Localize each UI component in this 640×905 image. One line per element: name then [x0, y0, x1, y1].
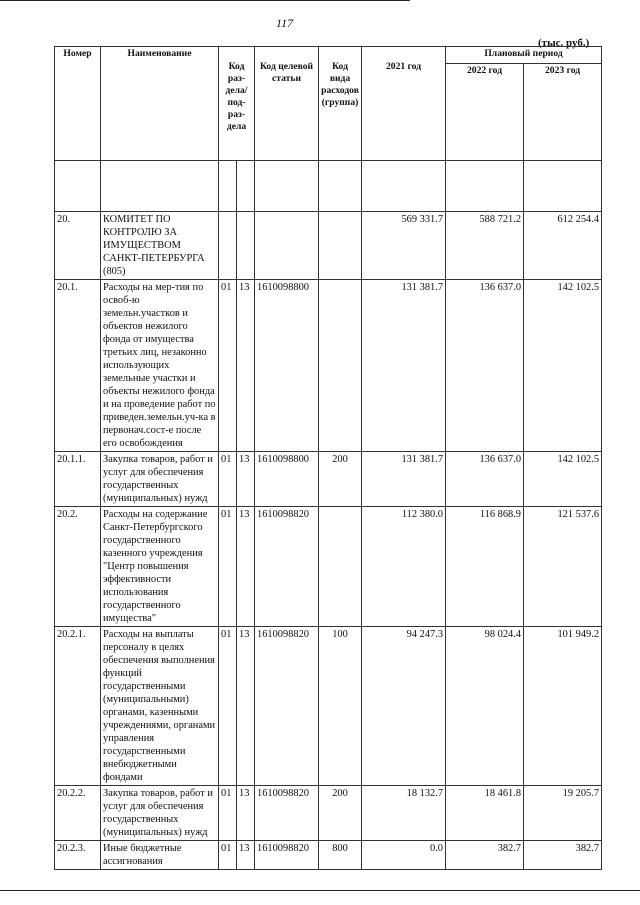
row-2023: 382.7 — [524, 841, 602, 870]
page-number: 117 — [276, 16, 294, 30]
row-subsection: 13 — [237, 452, 255, 507]
spacer-cell — [255, 161, 319, 212]
header-2021: 2021 год — [362, 47, 446, 161]
row-2022: 136 637.0 — [446, 280, 524, 452]
row-2022: 136 637.0 — [446, 452, 524, 507]
row-section: 01 — [219, 280, 237, 452]
row-number: 20.2. — [55, 507, 101, 627]
row-2023: 101 949.2 — [524, 627, 602, 786]
row-section: 01 — [219, 452, 237, 507]
row-target-code: 1610098820 — [255, 786, 319, 841]
row-2021: 131 381.7 — [362, 452, 446, 507]
row-2022: 18 461.8 — [446, 786, 524, 841]
row-section — [219, 212, 237, 280]
row-number: 20.2.2. — [55, 786, 101, 841]
spacer-cell — [524, 161, 602, 212]
header-number: Номер — [55, 47, 101, 161]
row-expense-code — [319, 212, 362, 280]
header-planning-period: Плановый период — [446, 47, 602, 64]
table-row — [55, 841, 602, 870]
row-expense-code: 200 — [319, 786, 362, 841]
row-target-code — [255, 212, 319, 280]
top-rule — [0, 0, 410, 1]
table-body — [55, 161, 602, 870]
spacer-cell — [362, 161, 446, 212]
row-2021: 569 331.7 — [362, 212, 446, 280]
row-target-code: 1610098800 — [255, 280, 319, 452]
units-label: (тыс. руб.) — [538, 37, 590, 49]
table-row — [55, 212, 602, 280]
row-2022: 382.7 — [446, 841, 524, 870]
budget-table — [54, 46, 602, 870]
row-2023: 142 102.5 — [524, 280, 602, 452]
row-expense-code: 800 — [319, 841, 362, 870]
row-2023: 121 537.6 — [524, 507, 602, 627]
row-2022: 588 721.2 — [446, 212, 524, 280]
row-2023: 19 205.7 — [524, 786, 602, 841]
row-expense-code — [319, 507, 362, 627]
spacer-cell — [55, 161, 101, 212]
row-number: 20.2.3. — [55, 841, 101, 870]
header-2022: 2022 год — [446, 64, 524, 161]
row-expense-code — [319, 280, 362, 452]
row-name: Расходы на содержание Санкт-Петербургского государственного казенного учреждения "Центр повышения эффективности использования государственного имущества" — [101, 507, 219, 627]
row-number: 20.1. — [55, 280, 101, 452]
row-name: Закупка товаров, работ и услуг для обеспечения государственных (муниципальных) нужд — [101, 452, 219, 507]
row-2021: 94 247.3 — [362, 627, 446, 786]
row-expense-code: 100 — [319, 627, 362, 786]
row-2021: 0.0 — [362, 841, 446, 870]
table-row — [55, 452, 602, 507]
row-target-code: 1610098800 — [255, 452, 319, 507]
row-name: Иные бюджетные ассигнования — [101, 841, 219, 870]
bottom-rule — [0, 890, 640, 891]
row-subsection: 13 — [237, 280, 255, 452]
row-name: Расходы на мер-тия по освоб-ю земельн.участков и объектов нежилого фонда от имущества третьих лиц, незаконно использующих земельные участки и объекты нежилого фонда и на проведение работ по приведен.земельн.уч-ка в первонач.сост-е после его освобождения — [101, 280, 219, 452]
spacer-row — [55, 161, 602, 212]
spacer-cell — [101, 161, 219, 212]
row-expense-code: 200 — [319, 452, 362, 507]
spacer-cell — [446, 161, 524, 212]
row-number: 20.1.1. — [55, 452, 101, 507]
table-row — [55, 786, 602, 841]
row-2021: 18 132.7 — [362, 786, 446, 841]
row-subsection: 13 — [237, 507, 255, 627]
header-2023: 2023 год — [524, 64, 602, 161]
header-name: Наименование — [101, 47, 219, 161]
table-row — [55, 507, 602, 627]
row-name: Закупка товаров, работ и услуг для обеспечения государственных (муниципальных) нужд — [101, 786, 219, 841]
row-subsection: 13 — [237, 627, 255, 786]
row-number: 20.2.1. — [55, 627, 101, 786]
row-2022: 98 024.4 — [446, 627, 524, 786]
row-2021: 112 380.0 — [362, 507, 446, 627]
row-section: 01 — [219, 841, 237, 870]
row-subsection: 13 — [237, 841, 255, 870]
spacer-cell — [237, 161, 255, 212]
row-2021: 131 381.7 — [362, 280, 446, 452]
row-section: 01 — [219, 786, 237, 841]
row-section: 01 — [219, 627, 237, 786]
header-section-code: Код раз-дела/ под-раз-дела — [219, 47, 255, 161]
row-name: Расходы на выплаты персоналу в целях обеспечения выполнения функций государственными (муниципальными) органами, казенными учреждениями, органами управления государственными внебюджетными фондами — [101, 627, 219, 786]
header-target-code: Код целевой статьи — [255, 47, 319, 161]
header-expense-code: Код вида расходов (группа) — [319, 47, 362, 161]
row-target-code: 1610098820 — [255, 841, 319, 870]
spacer-cell — [219, 161, 237, 212]
spacer-cell — [319, 161, 362, 212]
row-2023: 142 102.5 — [524, 452, 602, 507]
row-target-code: 1610098820 — [255, 507, 319, 627]
row-target-code: 1610098820 — [255, 627, 319, 786]
row-section: 01 — [219, 507, 237, 627]
row-name: КОМИТЕТ ПО КОНТРОЛЮ ЗА ИМУЩЕСТВОМ САНКТ-ПЕТЕРБУРГА (805) — [101, 212, 219, 280]
row-number: 20. — [55, 212, 101, 280]
table-row — [55, 627, 602, 786]
table-row — [55, 280, 602, 452]
row-2022: 116 868.9 — [446, 507, 524, 627]
row-2023: 612 254.4 — [524, 212, 602, 280]
row-subsection: 13 — [237, 786, 255, 841]
row-subsection — [237, 212, 255, 280]
